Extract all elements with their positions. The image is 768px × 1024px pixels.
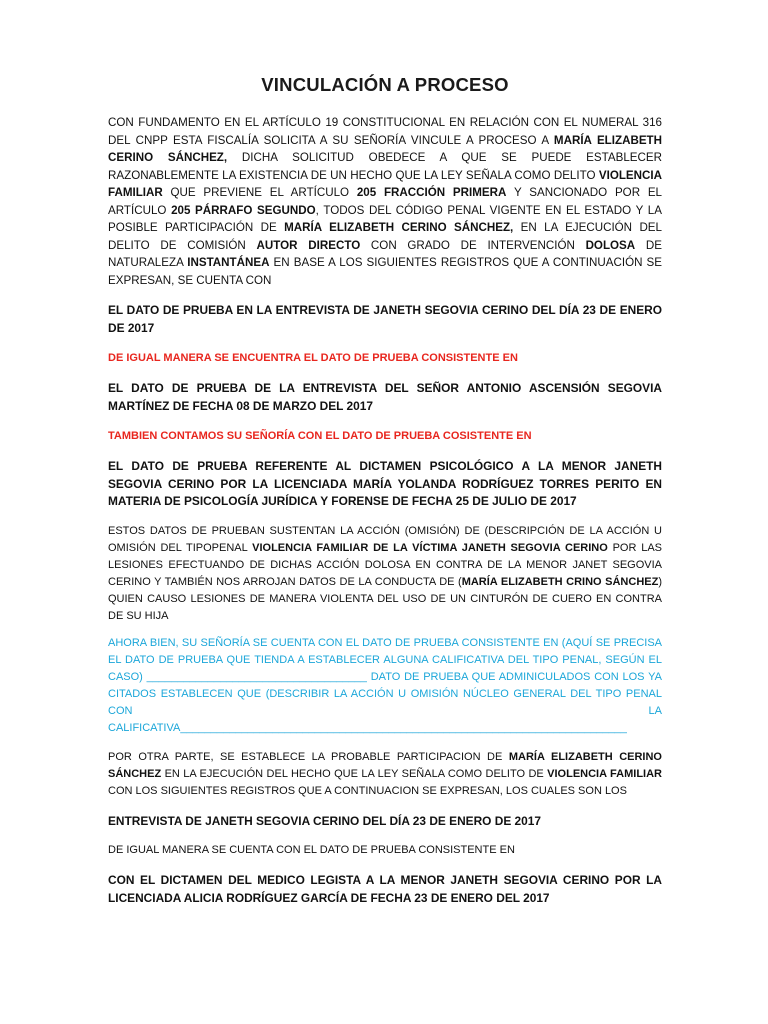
- nature-type: INSTANTÁNEA: [187, 256, 270, 269]
- document-page: [108, 0, 662, 907]
- blue-template-paragraph: AHORA BIEN, SU SEÑORÍA SE CUENTA CON EL DATO DE PRUEBA CONSISTENTE EN (AQUÍ SE PRECISA EL DATO DE PRUEBA QUE TIENDA A ESTABLECER ALGUNA CALIFICATIVA DEL TIPO PENAL, SEGÚN EL CASO) ____________________________________ DATO DE PRUEBA QUE ADMINICULADOS CON LOS YA CITADOS ESTABLECEN QUE (DESCRIBIR LA ACCIÓN U OMISIÓN NÚCLEO GENERAL DEL TIPO PENAL CON LA CALIFICATIVA_________________________________________________________________________: [108, 636, 662, 734]
- crime-name: VIOLENCIA FAMILIAR: [108, 168, 662, 199]
- article-ref: 205 PÁRRAFO SEGUNDO: [171, 203, 316, 217]
- accused-name: MARÍA ELIZABETH CERINO SÁNCHEZ,: [284, 221, 514, 234]
- intro-text: CON GRADO DE INTERVENCIÓN: [360, 238, 586, 252]
- intro-text: , TODOS DEL CÓDIGO PENAL VIGENTE EN EL ESTADO Y LA POSIBLE PARTICIPACIÓN DE: [108, 203, 662, 234]
- accused-name: MARÍA ELIZABETH CRINO SÁNCHEZ: [461, 575, 659, 588]
- participation-paragraph: [108, 749, 662, 800]
- participation-text: POR OTRA PARTE, SE ESTABLECE LA PROBABLE PARTICIPACION DE: [108, 750, 509, 763]
- red-transition-1: DE IGUAL MANERA SE ENCUENTRA EL DATO DE PRUEBA CONSISTENTE EN: [108, 352, 518, 364]
- intro-text: DICHA SOLICITUD OBEDECE A QUE SE PUEDE ESTABLECER RAZONABLEMENTE LA EXISTENCIA DE UN HECHO QUE LA LEY SEÑALA COMO DELITO: [108, 151, 662, 182]
- intro-text: EN LA EJECUCIÓN DEL DELITO DE COMISIÓN: [108, 221, 662, 252]
- summary-text: ) QUIEN CAUSO LESIONES DE MANERA VIOLENTA DEL USO DE UN CINTURÓN DE CUERO EN CONTRA DE SU HIJA: [108, 575, 662, 622]
- victim-crime: VIOLENCIA FAMILIAR DE LA VÍCTIMA JANETH SEGOVIA CERINO: [252, 541, 608, 554]
- interview-item: ENTREVISTA DE JANETH SEGOVIA CERINO DEL DÍA 23 DE ENERO DE 2017: [108, 813, 542, 828]
- transition-line: DE IGUAL MANERA SE CUENTA CON EL DATO DE PRUEBA CONSISTENTE EN: [108, 844, 515, 856]
- accused-name: MARÍA ELIZABETH CERINO SÁNCHEZ: [108, 750, 662, 780]
- intro-paragraph: [108, 114, 662, 289]
- intro-text: DE NATURALEZA: [108, 238, 662, 269]
- medical-report-item: CON EL DICTAMEN DEL MEDICO LEGISTA A LA MENOR JANETH SEGOVIA CERINO POR LA LICENCIADA ALICIA RODRÍGUEZ GARCÍA DE FECHA 23 DE ENERO DEL 2017: [108, 873, 662, 905]
- evidence-summary-paragraph: [108, 523, 662, 625]
- commission-type: AUTOR DIRECTO: [256, 238, 361, 252]
- document-title: VINCULACIÓN A PROCESO: [261, 74, 509, 95]
- summary-text: ESTOS DATOS DE PRUEBAN SUSTENTAN LA ACCIÓN (OMISIÓN) DE (DESCRIPCIÓN DE LA ACCIÓN U OMISIÓN DEL TIPOPENAL: [108, 524, 662, 554]
- crime-name: VIOLENCIA FAMILIAR: [547, 767, 662, 780]
- accused-name: MARÍA ELIZABETH CERINO SÁNCHEZ,: [108, 133, 663, 164]
- summary-text: POR LAS LESIONES EFECTUANDO DE DICHAS ACCIÓN DOLOSA EN CONTRA DE LA MENOR JANET SEGOVIA CERINO Y TAMBIÉN NOS ARROJAN DATOS DE LA CONDUCTA DE (: [108, 541, 662, 588]
- article-ref: 205 FRACCIÓN PRIMERA: [356, 186, 507, 199]
- evidence-item-3: EL DATO DE PRUEBA REFERENTE AL DICTAMEN PSICOLÓGICO A LA MENOR JANETH SEGOVIA CERINO POR LA LICENCIADA MARÍA YOLANDA RODRÍGUEZ TORRES PERITO EN MATERIA DE PSICOLOGÍA JURÍDICA Y FORENSE DE FECHA 25 DE JULIO DE 2017: [108, 459, 662, 508]
- evidence-item-2: EL DATO DE PRUEBA DE LA ENTREVISTA DEL SEÑOR ANTONIO ASCENSIÓN SEGOVIA MARTÍNEZ DE FECHA 08 DE MARZO DEL 2017: [108, 381, 662, 413]
- evidence-item-1: EL DATO DE PRUEBA EN LA ENTREVISTA DE JANETH SEGOVIA CERINO DEL DÍA 23 DE ENERO DE 2017: [108, 303, 662, 335]
- intro-text: QUE PREVIENE EL ARTÍCULO: [162, 186, 357, 199]
- intro-text: EN BASE A LOS SIGUIENTES REGISTROS QUE A CONTINUACIÓN SE EXPRESAN, SE CUENTA CON: [108, 256, 662, 287]
- participation-text: EN LA EJECUCIÓN DEL HECHO QUE LA LEY SEÑALA COMO DELITO DE: [161, 767, 548, 780]
- intro-text: CON FUNDAMENTO EN EL ARTÍCULO 19 CONSTITUCIONAL EN RELACIÓN CON EL NUMERAL 316 DEL CNPP ESTA FISCALÍA SOLICITA A SU SEÑORÍA VINCULE A PROCESO A: [108, 116, 662, 147]
- intervention-grade: DOLOSA: [585, 238, 636, 252]
- intro-text: Y SANCIONADO POR EL ARTÍCULO: [108, 186, 663, 217]
- red-transition-2: TAMBIEN CONTAMOS SU SEÑORÍA CON EL DATO DE PRUEBA COSISTENTE EN: [108, 430, 532, 442]
- participation-text: CON LOS SIGUIENTES REGISTROS QUE A CONTINUACION SE EXPRESAN, LOS CUALES SON LOS: [108, 784, 627, 797]
